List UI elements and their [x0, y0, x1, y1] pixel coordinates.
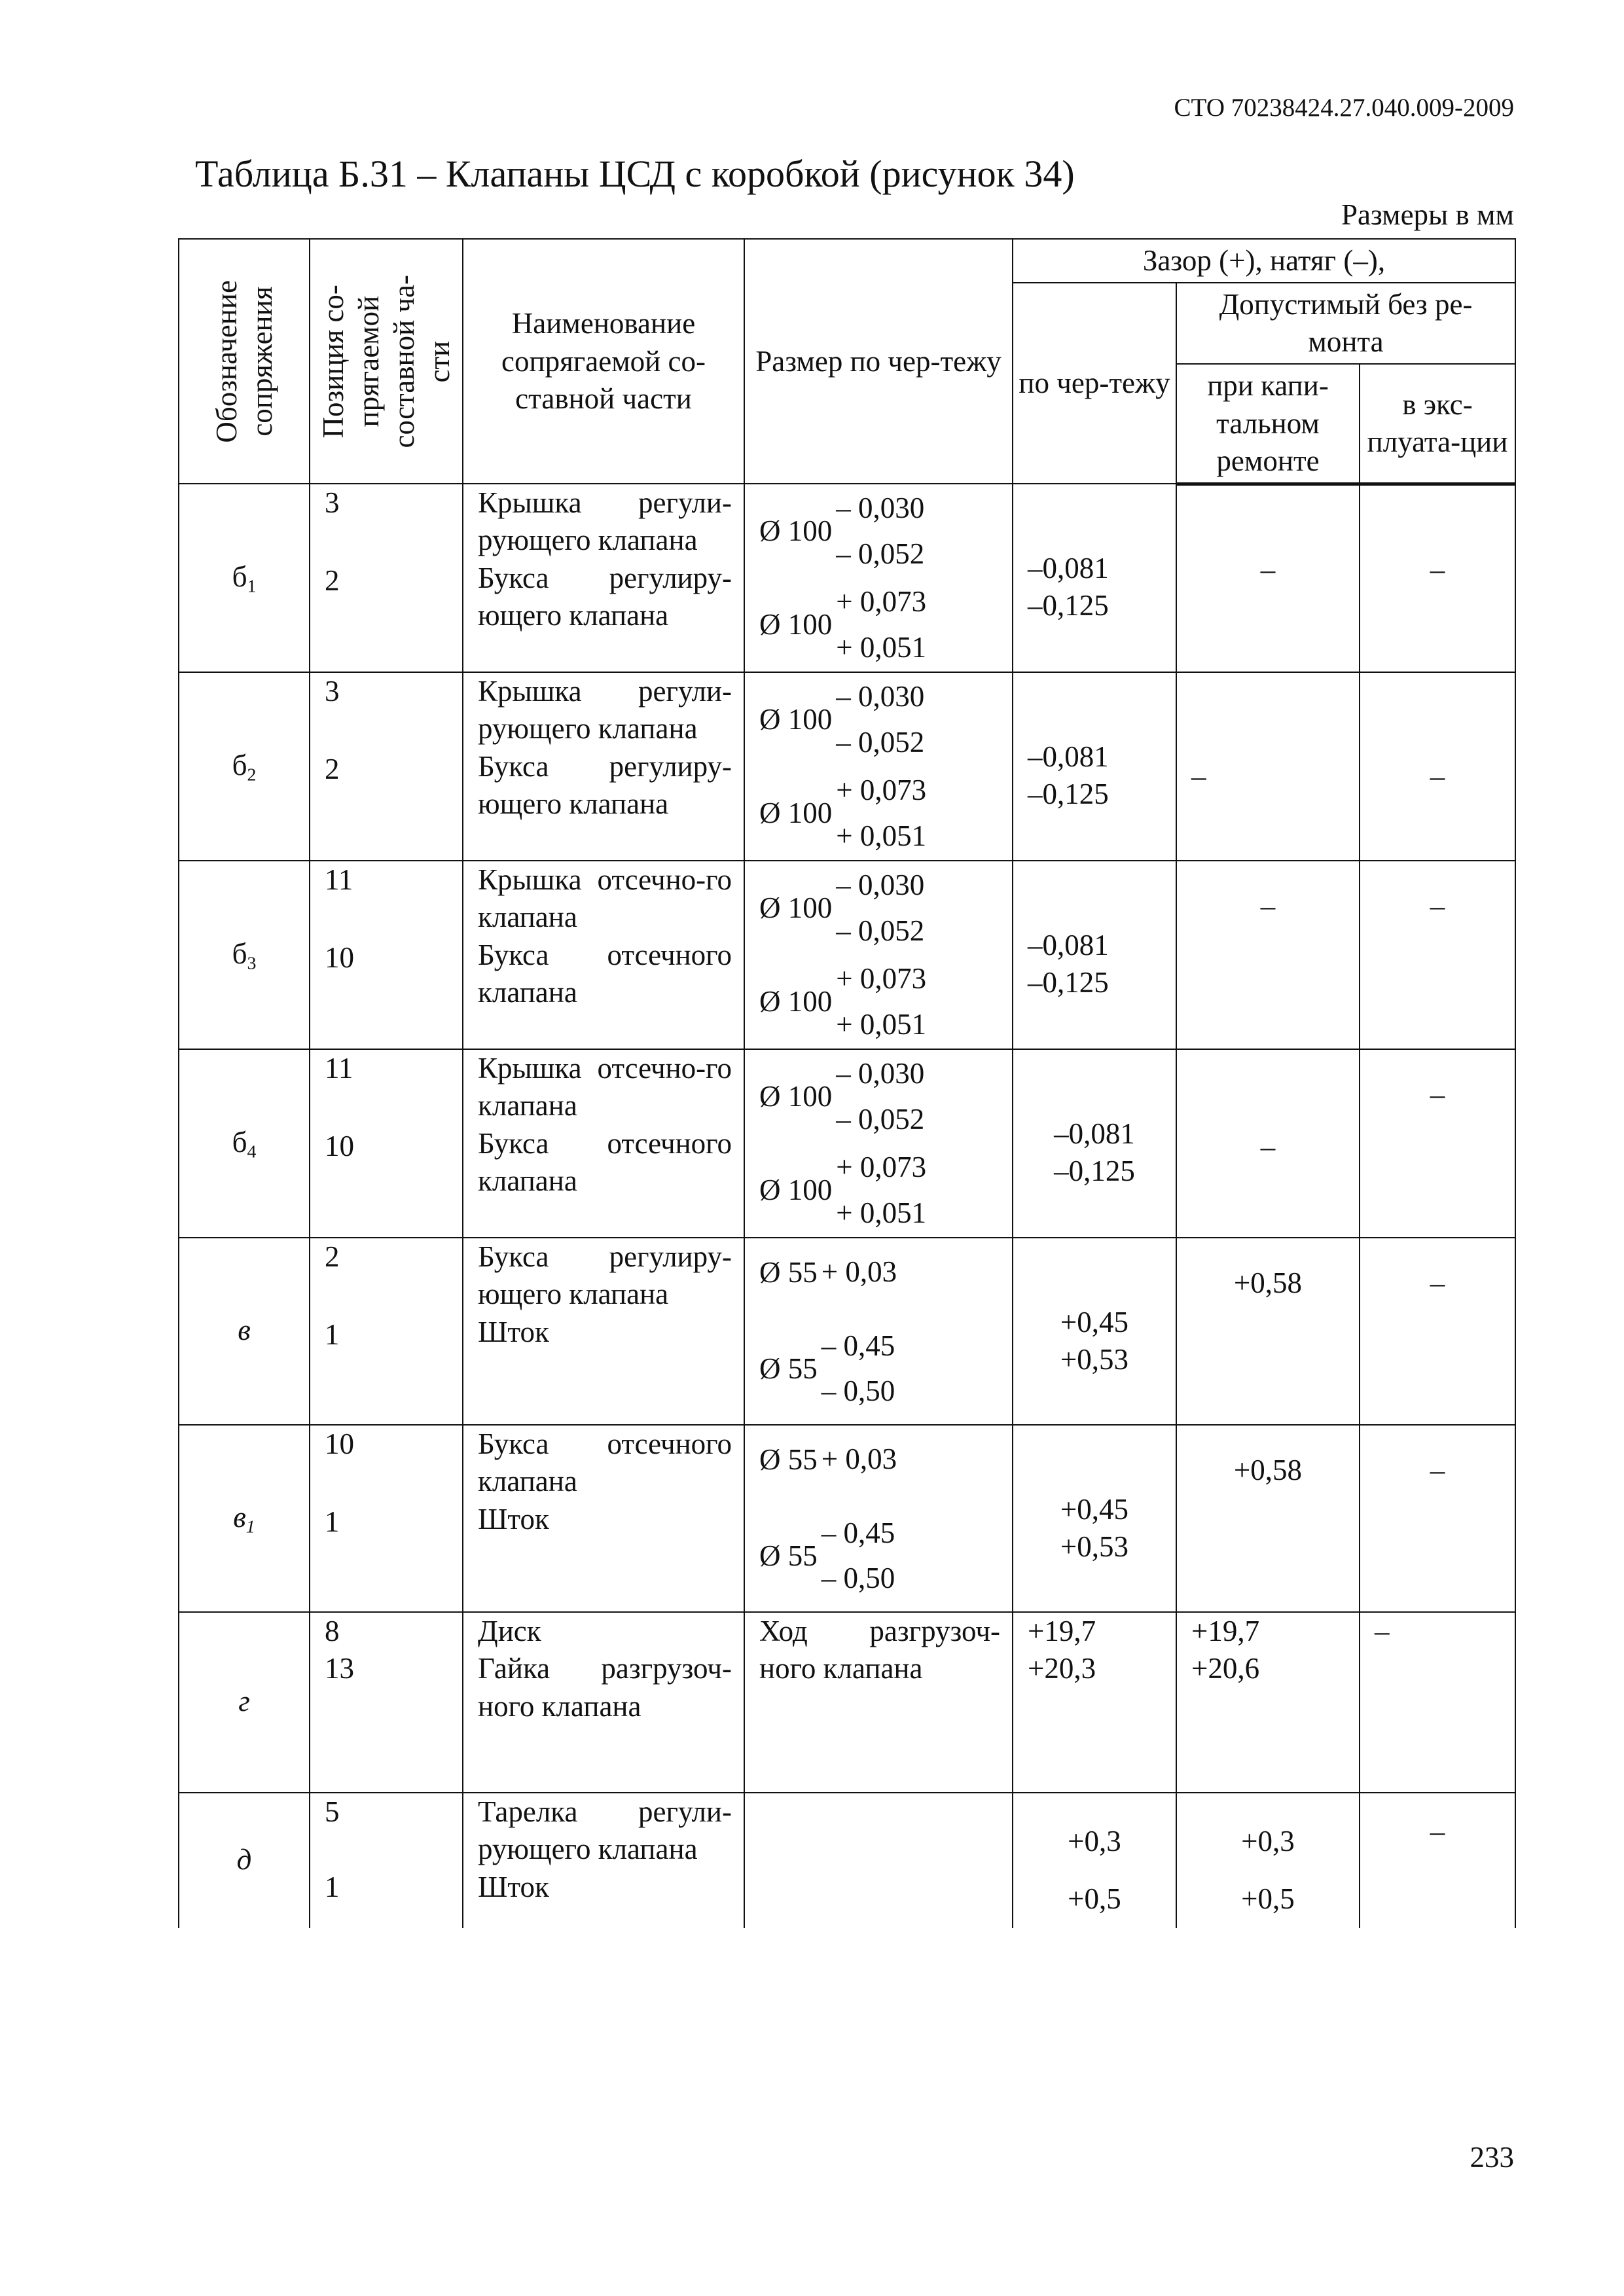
tolerance-1: [745, 484, 1012, 578]
designation-subscript: 3: [247, 953, 257, 974]
capital-repair-cell: +0,58: [1176, 1238, 1360, 1425]
tolerance-2: [745, 1143, 1012, 1237]
nominal-size: Ø 55: [759, 1255, 818, 1289]
table-row: [179, 1049, 1515, 1238]
capital-repair-cell: +0,58: [1176, 1425, 1360, 1612]
position-cell: [310, 1425, 463, 1612]
nominal-size: Ø 100: [759, 608, 833, 641]
upper-deviation: + 0,073: [836, 1151, 927, 1184]
header-capital-repair: при капи-тальном ремонте: [1176, 364, 1360, 484]
table-row: [179, 1238, 1515, 1425]
operation-cell: –: [1360, 1612, 1515, 1793]
part-name-2: Гайка разгрузоч-ного клапана: [478, 1652, 732, 1723]
position-1: 11: [325, 863, 353, 897]
part-name-cell: [463, 861, 744, 1049]
part-name-cell: [463, 1793, 744, 1928]
drawing-size-cell: [744, 1425, 1013, 1612]
position-cell: [310, 1793, 463, 1928]
designation-letter: б: [232, 1125, 247, 1158]
upper-deviation: + 0,03: [821, 1255, 897, 1289]
part-name-2: Букса отсечного клапана: [478, 1126, 732, 1197]
position-2: 2: [325, 753, 340, 786]
drawing-size-cell: [744, 1793, 1013, 1928]
position-2: 13: [325, 1652, 354, 1685]
header-part-name: Наименование сопрягаемой со-ставной части: [463, 239, 744, 484]
operation-cell: –: [1360, 484, 1515, 672]
by-drawing-cell: +0,45 +0,53: [1013, 1425, 1176, 1612]
capital-repair-cell: –: [1176, 1049, 1360, 1238]
designation-subscript: 1: [247, 576, 257, 597]
designation-cell: [179, 1238, 310, 1425]
part-name-cell: [463, 1425, 744, 1612]
drawing-size-cell: [744, 861, 1013, 1049]
tolerance-1: [745, 861, 1012, 955]
table-row: [179, 1793, 1515, 1928]
header-drawing-size: Размер по чер-тежу: [744, 239, 1013, 484]
part-name-2: Шток: [478, 1502, 549, 1535]
designation-cell: [179, 1049, 310, 1238]
part-name-1: Крышка отсечно-го клапана: [478, 1052, 732, 1122]
tolerance-2: [745, 1494, 1012, 1605]
tolerance-1: [745, 1050, 1012, 1143]
tolerance-1: [745, 1426, 1012, 1494]
tolerance-2: [745, 766, 1012, 860]
tolerance-1: [745, 673, 1012, 766]
designation-letter: д: [236, 1842, 252, 1876]
table-row: [179, 484, 1515, 672]
document-code: СТО 70238424.27.040.009-2009: [1174, 94, 1514, 122]
mating-parts-table: [178, 238, 1516, 1928]
tolerance-2: [745, 1306, 1012, 1418]
header-position: [310, 239, 463, 484]
lower-deviation: – 0,052: [836, 725, 925, 759]
position-2: 10: [325, 1130, 354, 1163]
drawing-size-cell: [744, 1049, 1013, 1238]
by-drawing-cell: –0,081 –0,125: [1013, 672, 1176, 861]
designation-cell: [179, 861, 310, 1049]
nominal-size: Ø 100: [759, 985, 833, 1018]
designation-letter: б: [232, 560, 247, 593]
part-name-1: Крышка регули-рующего клапана: [478, 675, 732, 745]
page-number: 233: [1470, 2141, 1514, 2174]
designation-subscript: 1: [245, 1516, 255, 1537]
part-name-1: Букса отсечного клапана: [478, 1427, 732, 1498]
header-allowable-group: Допустимый без ре-монта: [1176, 283, 1515, 364]
designation-letter: г: [238, 1684, 250, 1717]
lower-deviation: – 0,052: [836, 1102, 925, 1136]
upper-deviation: – 0,030: [836, 492, 925, 525]
operation-cell: –: [1360, 1049, 1515, 1238]
part-name-1: Диск: [478, 1615, 541, 1648]
nominal-size: Ø 100: [759, 1174, 833, 1207]
nominal-size: Ø 55: [759, 1443, 818, 1476]
part-name-cell: [463, 672, 744, 861]
position-cell: [310, 672, 463, 861]
part-name-2: Букса регулиру-ющего клапана: [478, 561, 732, 632]
by-drawing-cell: –0,081 –0,125: [1013, 861, 1176, 1049]
position-1: 2: [325, 1240, 340, 1274]
part-name-1: Букса регулиру-ющего клапана: [478, 1240, 732, 1311]
part-name-cell: [463, 1238, 744, 1425]
position-1: 3: [325, 486, 340, 520]
operation-cell: –: [1360, 861, 1515, 1049]
designation-letter: б: [232, 748, 247, 781]
header-position-text: Позиция со- прягаемой составной ча- сти: [317, 274, 456, 448]
position-1: 8: [325, 1615, 340, 1648]
operation-cell: –: [1360, 1425, 1515, 1612]
table-title: Таблица Б.31 – Клапаны ЦСД с коробкой (рисунок 34): [195, 152, 1075, 195]
designation-cell: [179, 1425, 310, 1612]
designation-subscript: 2: [247, 764, 257, 785]
operation-cell: –: [1360, 672, 1515, 861]
nominal-size: Ø 100: [759, 703, 833, 736]
position-1: 10: [325, 1427, 354, 1461]
lower-deviation: – 0,50: [821, 1374, 895, 1408]
position-cell: [310, 1049, 463, 1238]
upper-deviation: + 0,073: [836, 962, 927, 996]
position-cell: [310, 861, 463, 1049]
part-name-cell: [463, 1612, 744, 1793]
nominal-size: Ø 100: [759, 891, 833, 925]
drawing-size-cell: [744, 672, 1013, 861]
lower-deviation: – 0,052: [836, 914, 925, 947]
tolerance-2: [745, 955, 1012, 1049]
header-by-drawing: по чер-тежу: [1013, 283, 1176, 484]
designation-letter: б: [232, 937, 247, 970]
designation-cell: [179, 1793, 310, 1928]
capital-repair-cell: +0,3 +0,5: [1176, 1793, 1360, 1928]
upper-deviation: – 0,030: [836, 1057, 925, 1090]
table-row: [179, 672, 1515, 861]
capital-repair-cell: –: [1176, 484, 1360, 672]
lower-deviation: + 0,051: [836, 819, 927, 852]
part-name-2: Букса отсечного клапана: [478, 938, 732, 1009]
upper-deviation: – 0,030: [836, 680, 925, 713]
designation-cell: [179, 672, 310, 861]
part-name-cell: [463, 1049, 744, 1238]
position-2: 1: [325, 1505, 340, 1539]
by-drawing-cell: –0,081 –0,125: [1013, 1049, 1176, 1238]
header-gap-group: Зазор (+), натяг (–),: [1013, 239, 1515, 283]
nominal-size: Ø 55: [759, 1539, 818, 1572]
upper-deviation: – 0,45: [821, 1329, 895, 1362]
capital-repair-cell: –: [1176, 861, 1360, 1049]
header-designation: [179, 239, 310, 484]
part-name-2: Шток: [478, 1870, 549, 1903]
operation-cell: –: [1360, 1238, 1515, 1425]
upper-deviation: – 0,45: [821, 1516, 895, 1549]
upper-deviation: + 0,03: [821, 1443, 897, 1476]
drawing-size-cell: [744, 1238, 1013, 1425]
part-name-1: Крышка регули-рующего клапана: [478, 486, 732, 557]
upper-deviation: + 0,073: [836, 774, 927, 807]
lower-deviation: + 0,051: [836, 630, 927, 664]
lower-deviation: + 0,051: [836, 1007, 927, 1041]
tolerance-2: [745, 578, 1012, 672]
part-name-1: Тарелка регули-рующего клапана: [478, 1795, 732, 1866]
designation-subscript: 4: [247, 1141, 257, 1162]
position-2: 1: [325, 1318, 340, 1352]
table-row: [179, 1612, 1515, 1793]
upper-deviation: – 0,030: [836, 869, 925, 902]
position-cell: [310, 484, 463, 672]
table-row: [179, 861, 1515, 1049]
nominal-size: Ø 100: [759, 1080, 833, 1113]
part-name-2: Букса регулиру-ющего клапана: [478, 749, 732, 820]
units-note: Размеры в мм: [1341, 198, 1514, 231]
by-drawing-cell: +0,45 +0,53: [1013, 1238, 1176, 1425]
nominal-size: Ø 100: [759, 514, 833, 548]
position-cell: [310, 1612, 463, 1793]
position-1: 5: [325, 1795, 340, 1829]
position-1: 11: [325, 1052, 353, 1085]
drawing-size-cell: [744, 484, 1013, 672]
lower-deviation: – 0,50: [821, 1562, 895, 1595]
position-cell: [310, 1238, 463, 1425]
nominal-size: Ø 100: [759, 797, 833, 830]
capital-repair-cell: –: [1176, 672, 1360, 861]
capital-repair-cell: +19,7 +20,6: [1176, 1612, 1360, 1793]
tolerance-1: [745, 1238, 1012, 1306]
upper-deviation: + 0,073: [836, 585, 927, 619]
header-designation-text: Обозначение сопряжения: [210, 279, 278, 443]
position-2: 2: [325, 564, 340, 598]
designation-letter: в: [233, 1500, 246, 1534]
lower-deviation: – 0,052: [836, 537, 925, 570]
designation-letter: в: [238, 1313, 251, 1346]
part-name-1: Крышка отсечно-го клапана: [478, 863, 732, 934]
part-name-2: Шток: [478, 1315, 549, 1348]
by-drawing-cell: +19,7 +20,3: [1013, 1612, 1176, 1793]
position-2: 1: [325, 1871, 340, 1904]
by-drawing-cell: –0,081 –0,125: [1013, 484, 1176, 672]
designation-cell: [179, 1612, 310, 1793]
nominal-size: Ø 55: [759, 1352, 818, 1385]
designation-cell: [179, 484, 310, 672]
position-2: 10: [325, 941, 354, 975]
position-1: 3: [325, 675, 340, 708]
by-drawing-cell: +0,3 +0,5: [1013, 1793, 1176, 1928]
table-row: [179, 1425, 1515, 1612]
drawing-size-cell: Ход разгрузоч-ного клапана: [744, 1612, 1013, 1793]
part-name-cell: [463, 484, 744, 672]
operation-cell: –: [1360, 1793, 1515, 1928]
header-operation: в экс-плуата-ции: [1360, 364, 1515, 484]
lower-deviation: + 0,051: [836, 1196, 927, 1229]
